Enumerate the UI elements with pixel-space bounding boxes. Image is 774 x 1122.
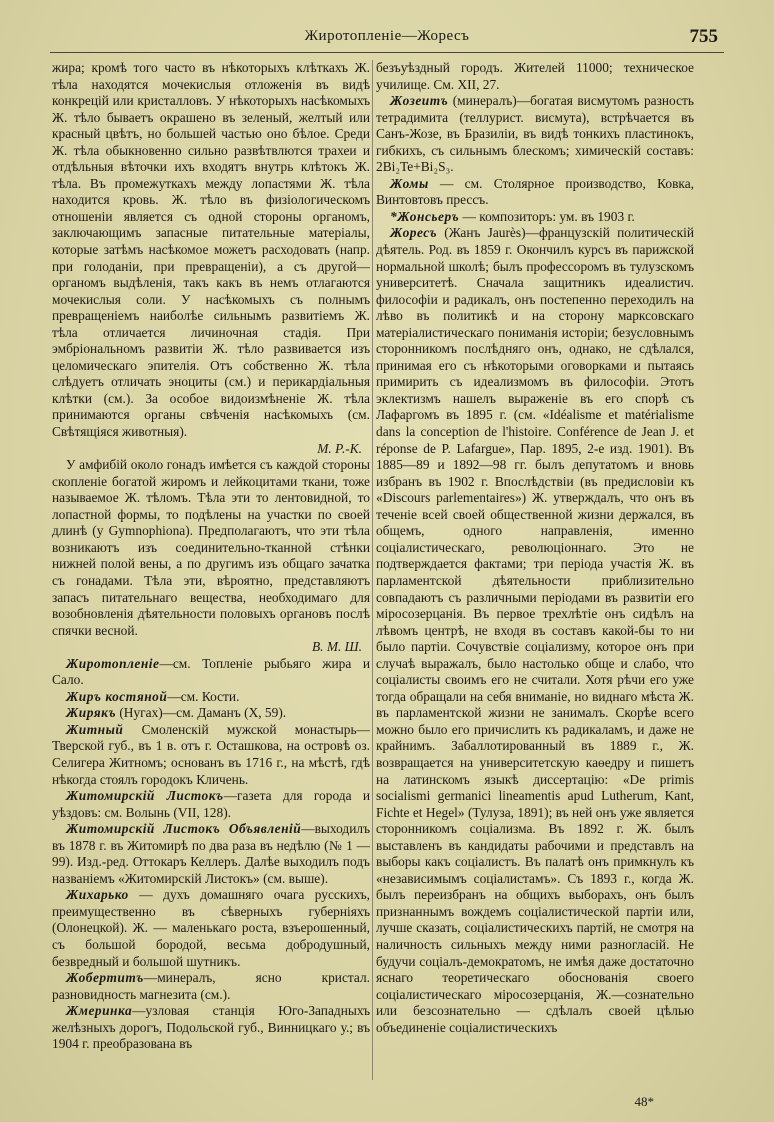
article-entry	[52, 457, 370, 639]
article-entry	[376, 176, 694, 209]
printer-signature-mark: 48*	[634, 1094, 654, 1109]
column-divider	[372, 60, 373, 1080]
header-rule	[50, 52, 724, 53]
entry-body: (минералъ)—богатая висмутомъ разность тетрадимита (теллурист. висмута), встрѣчается въ Санъ-Жозе, въ Бразиліи, въ видѣ тонкихъ пластинокъ, гибкихъ, съ сильнымъ блескомъ; химическій составъ: 2Bi₂Te+Bi₂S₃.	[376, 93, 694, 175]
entry-headword: Жобертитъ	[66, 970, 144, 986]
article-entry	[376, 60, 694, 93]
article-entry	[52, 970, 370, 1003]
left-column	[52, 60, 370, 1095]
entry-body: (Жанъ Jaurès)—французскій политическій дѣятель. Род. въ 1859 г. Окончилъ курсъ въ парижской нормальной школѣ; былъ профессоромъ въ тулузскомъ университетѣ. Сначала защитникъ идеалистич. философіи и радикалъ, онъ постепенно переходилъ на лѣво въ политикѣ и на сторону марксовскаго матеріалистическаго пониманія исторіи; безусловнымъ сторонникомъ послѣдняго онъ, однако, не сдѣлался, принимая его съ нѣкоторыми оговорками и пытаясь примирить съ идеализмомъ въ философіи. Этотъ эклектизмъ нашелъ выраженіе въ его спорѣ съ Лафаргомъ въ 1895 г. (см. «Idéalisme et matérialisme dans la conception de l'histoire. Conférence de Jean J. et réponse de P. Lafargue», Пар. 1895, 2-е изд. 1901). Въ 1885—89 и 1892—98 гг. былъ депутатомъ и вновь избранъ въ 1902 г. Впослѣдствіи (въ предисловіи къ «Discours parlementaires») Ж. утверждалъ, что онъ въ теченіе всей своей общественной жизни держался, въ общемъ, одного направленія, именно соціалистическаго, революціоннаго. Это не подтверждается фактами; три періода участія Ж. въ парламентской дѣятельности приблизительно совпадаютъ съ различными періодами въ развитіи его міросозерцанія. Въ первое трехлѣтіе онъ сидѣлъ на лѣвомъ центрѣ, не входя въ составъ какой-бы то ни было партіи. Сочувствіе соціализму, которое онъ при случаѣ выражалъ, было настолько обще и слабо, что соціалисты своимъ его не считали. Хотя рѣчи его уже тогда обращали на себя вниманіе, но виднаго мѣста Ж. въ парламентской жизни не занималъ. Скорѣе всего можно было его причислить къ радикаламъ, и даже не крайнимъ. Забаллотированный въ 1889 г., Ж. возвращается на университетскую каѳедру и пишетъ на латинскомъ языкѣ диссертацію: «De primis socialismi germanici lineamentis apud Lutherum, Kant, Fichte et Hegel» (Тулуза, 1891); въ ней онъ уже является сторонникомъ соціализма. Въ 1892 г. Ж. былъ выставленъ въ кандидаты рабочими и представлъ на выборы какъ соціалистъ. Въ палатѣ онъ примкнулъ къ «независимымъ соціалистамъ». Съ 1893 г., когда Ж. былъ переизбранъ на общихъ выборахъ, онъ былъ признаннымъ вождемъ соціалистической партіи или, лучше сказать, соціалистическихъ партій, не смотря на наличность сильныхъ между ними разногласій. Не будучи соціалъ-демократомъ, не имѣя даже достаточно яснаго теоретическаго обоснованія своего соціалистическаго міросозерцанія, Ж.—сознательно или безсознательно — сдѣлалъ своей цѣлью объединеніе соціалистическихъ	[376, 225, 694, 1035]
article-entry	[52, 788, 370, 821]
article-entry	[52, 689, 370, 706]
article-entry	[52, 705, 370, 722]
entry-headword: Жозеитъ	[390, 93, 449, 109]
article-entry	[52, 887, 370, 970]
author-signature: М. Р.-К.	[317, 440, 362, 456]
article-entry	[52, 1003, 370, 1053]
entry-body: безъуѣздный городъ. Жителей 11000; техническое училище. См. XII, 27.	[376, 60, 694, 92]
entry-body: —см. Топленіе рыбьяго жира и Сало.	[52, 655, 370, 688]
article-entry	[52, 60, 370, 441]
entry-body: —минералъ, ясно кристал. разновидность магнезита (см.).	[52, 970, 370, 1002]
entry-body: —выходилъ въ 1878 г. въ Житомирѣ по два раза въ недѣлю (№ 1 — 99). Изд.-ред. Оттокаръ Келлеръ. Далѣе выходилъ подъ названіемъ «Житомирскій Листокъ» (см. выше).	[52, 821, 370, 886]
entry-headword: Житный	[66, 721, 124, 737]
entry-body: — композиторъ: ум. въ 1903 г.	[459, 208, 635, 224]
article-entry	[52, 821, 370, 887]
entry-headword: Жихарько	[66, 887, 129, 903]
entry-body: — см. Столярное производство, Ковка, Винтовтовъ прессъ.	[376, 175, 694, 208]
entry-headword: Житомирскій Листокъ	[66, 788, 224, 804]
page-number: 755	[689, 26, 718, 47]
entry-body: — духъ домашняго очага русскихъ, преимущественно въ сѣверныхъ губерніяхъ (Олонецкой). Ж. — маленькаго роста, взъерошенный, съ большой бородой, весьма добродушный, безвредный и большой шутникъ.	[52, 887, 370, 969]
entry-headword: Жирякъ	[66, 705, 116, 721]
article-entry	[52, 656, 370, 689]
article-entry	[376, 93, 694, 176]
entry-body: —узловая станція Юго-Западныхъ желѣзныхъ дорогъ, Подольской губ., Винницкаго у.; въ 1904 г. преобразована въ	[52, 1003, 370, 1052]
entry-headword: Жмеринка	[66, 1003, 133, 1019]
entry-headword: *Жонсьеръ	[390, 208, 460, 224]
entry-headword: Жиръ костяной	[66, 688, 168, 704]
entry-headword: Жомы	[390, 175, 429, 191]
entry-body: (Нугах)—см. Даманъ (X, 59).	[116, 705, 287, 721]
entry-headword: Жиротопленіе	[66, 655, 160, 671]
entry-body: У амфибій около гонадъ имѣется съ каждой стороны скопленіе богатой жиромъ и лейкоцитами ткани, тоже называемое Ж. тѣломъ. Тѣла эти то лентовидной, то лопастной формы, то подѣлены на участки по своей длинѣ (у Gymnophiona). Предполагаютъ, что эти тѣла возникаютъ изъ соединительно-тканной стѣнки нижней полой вены, а по другимъ изъ общаго зачатка съ гонадами. Тѣла эти, вѣроятно, представляютъ запасъ питательнаго вещества, необходимаго для возобновленія дѣятельности половыхъ органовъ послѣ спячки весной.	[52, 457, 370, 638]
author-signature: В. М. Ш.	[311, 639, 362, 655]
right-column	[376, 60, 694, 1095]
article-entry	[376, 225, 694, 1036]
entry-body: Смоленскій мужской монастырь—Тверской губ., въ 1 в. отъ г. Осташкова, на островѣ оз. Селигера Житномъ; основанъ въ 1716 г., на мѣстѣ, гдѣ нѣкогда стоялъ городокъ Кличень.	[52, 721, 370, 787]
running-title: Жиротопленіе—Жоресъ	[304, 28, 470, 44]
entry-body: —газета для города и уѣздовъ: см. Волынь (VII, 128).	[52, 788, 370, 820]
entry-headword: Жоресъ	[390, 225, 438, 241]
article-entry	[376, 209, 694, 226]
entry-headword: Житомирскій Листокъ Объявленій	[66, 821, 302, 837]
entry-body: —см. Кости.	[167, 688, 240, 704]
entry-body: жира; кромѣ того часто въ нѣкоторыхъ клѣткахъ Ж. тѣла находятся мочекислыя отложенія въ видѣ конкрецій или кристалловъ. У нѣкоторыхъ насѣкомыхъ Ж. тѣло бываетъ окрашено въ зеленый, желтый или красный цвѣтъ, но большей частью оно бѣлое. Среди Ж. тѣла обыкновенно сильно развѣтвлются трахеи и отдѣльныя вѣточки ихъ входятъ внутрь клѣтокъ Ж. тѣла. Въ промежуткахъ между лопастями Ж. тѣла находится кровь. Ж. тѣло въ физіологическомъ отношеніи является съ одной стороны органомъ, заключающимъ запасные питательные матеріалы, которые затѣмъ насѣкомое можетъ расходовать (напр. при голоданіи, при превращеніи), а съ другой—органомъ выдѣленія, такъ какъ въ немъ отлагаются мочекислыя соли. У насѣкомыхъ съ полнымъ превращеніемъ наиболѣе сильнымъ развитіемъ Ж. тѣла отличается личиночная стадія. При эмбріональномъ развитіи Ж. тѣло развивается изъ целомическаго эпителія. Отъ собственно Ж. тѣла слѣдуетъ отличать эноциты (см.) и перикардіальныя клѣтки (см.). За особое видоизмѣненіе Ж. тѣла принимаются органы свѣченія насѣкомыхъ (см. Свѣтящіяся животныя).	[52, 60, 370, 440]
running-head	[0, 26, 774, 50]
article-entry	[52, 722, 370, 788]
